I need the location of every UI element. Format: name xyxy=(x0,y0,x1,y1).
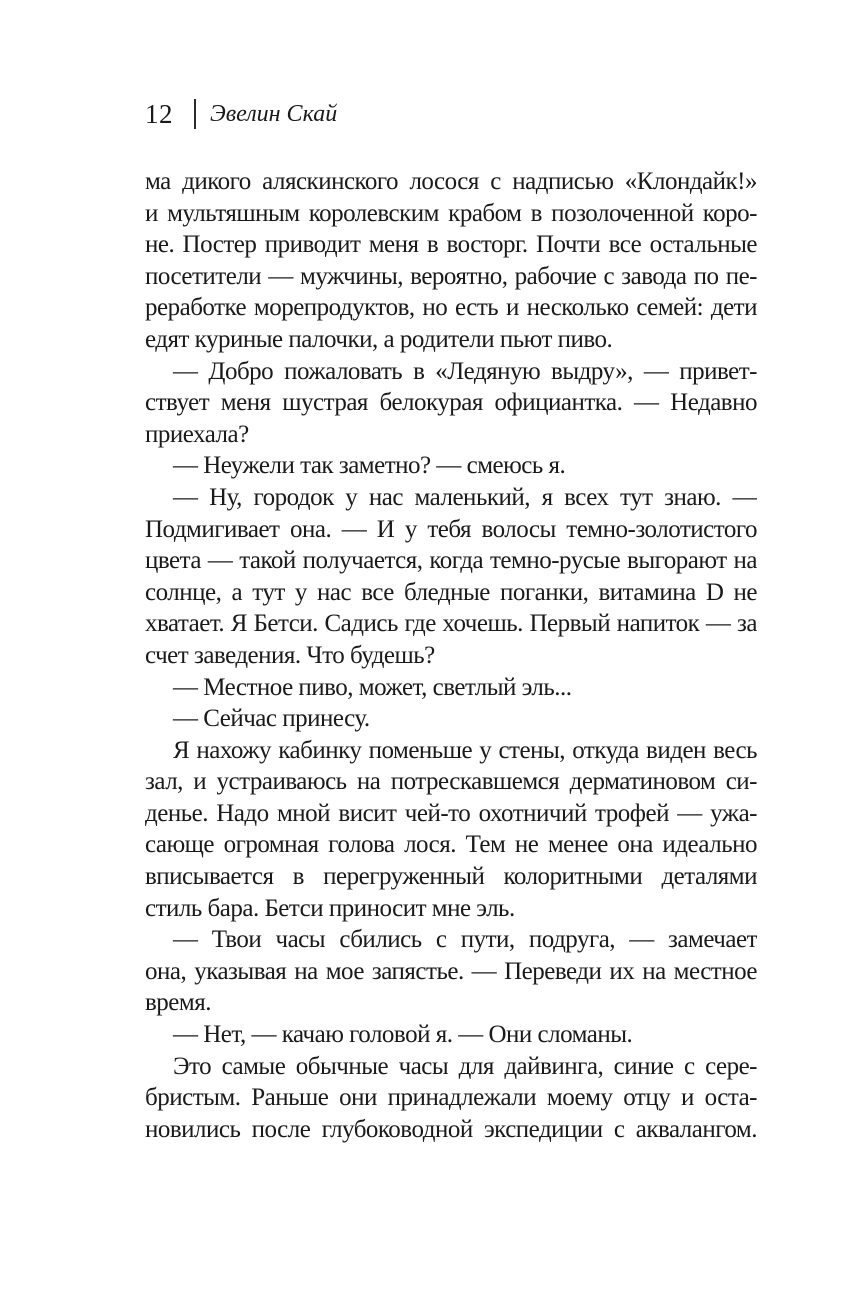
text-line: ствует меня шустрая белокурая официантка. — Недавно xyxy=(145,389,757,417)
text-line: она, указывая на мое запястье. — Переведи их на местное xyxy=(145,957,757,985)
text-line: стиль бара. Бетси приносит мне эль. xyxy=(145,894,515,922)
text-line: — Неужели так заметно? — смеюсь я. xyxy=(173,452,566,480)
running-header xyxy=(145,98,337,130)
text-line: — Местное пиво, может, светлый эль... xyxy=(173,673,572,701)
text-line: солнце, а тут у нас все бледные поганки, витамина D не xyxy=(145,578,757,606)
text-line: приехала? xyxy=(145,420,249,448)
text-line: бристым. Раньше они принадлежали моему отцу и оста- xyxy=(145,1084,757,1112)
text-line: новились после глубоководной экспедиции с аквалангом. xyxy=(145,1115,757,1143)
text-line: не. Постер приводит меня в восторг. Почти все остальные xyxy=(145,231,757,259)
text-line: цвета — такой получается, когда темно-русые выгорают на xyxy=(145,547,757,575)
text-column xyxy=(145,166,757,1145)
header-divider xyxy=(194,99,196,129)
text-line: реработке морепродуктов, но есть и несколько семей: дети xyxy=(145,294,757,322)
text-line: — Ну, городок у нас маленький, я всех тут знаю. — xyxy=(173,483,757,511)
text-line: хватает. Я Бетси. Садись где хочешь. Первый напиток — за xyxy=(145,610,757,638)
text-line: — Сейчас принесу. xyxy=(173,705,370,733)
text-line: счет заведения. Что будешь? xyxy=(145,641,435,669)
text-line: посетители — мужчины, вероятно, рабочие с завода по пе- xyxy=(145,262,757,290)
text-line: вписывается в перегруженный колоритными деталями xyxy=(145,863,757,891)
text-line: время. xyxy=(145,989,211,1017)
text-line: — Добро пожаловать в «Ледяную выдру», — привет- xyxy=(173,357,757,385)
text-line: Подмигивает она. — И у тебя волосы темно-золотистого xyxy=(145,515,757,543)
text-line: Я нахожу кабинку поменьше у стены, откуда виден весь xyxy=(173,736,757,764)
text-line: сающе огромная голова лося. Тем не менее она идеально xyxy=(145,831,757,859)
text-line: едят куриные палочки, а родители пьют пиво. xyxy=(145,325,613,353)
text-line: денье. Надо мной висит чей-то охотничий трофей — ужа- xyxy=(145,799,757,827)
text-line: — Нет, — качаю головой я. — Они сломаны. xyxy=(173,1021,633,1049)
text-line: зал, и устраиваюсь на потрескавшемся дерматиновом си- xyxy=(145,768,757,796)
running-head-author: Эвелин Скай xyxy=(210,101,338,127)
text-line: Это самые обычные часы для дайвинга, синие с сере- xyxy=(173,1052,757,1080)
text-line: — Твои часы сбились с пути, подруга, — замечает xyxy=(173,926,757,954)
page-number: 12 xyxy=(145,99,173,129)
text-line: ма дикого аляскинского лосося с надписью «Клондайк!» xyxy=(145,168,757,195)
text-line: и мультяшным королевским крабом в позолоченной коро- xyxy=(145,199,757,227)
